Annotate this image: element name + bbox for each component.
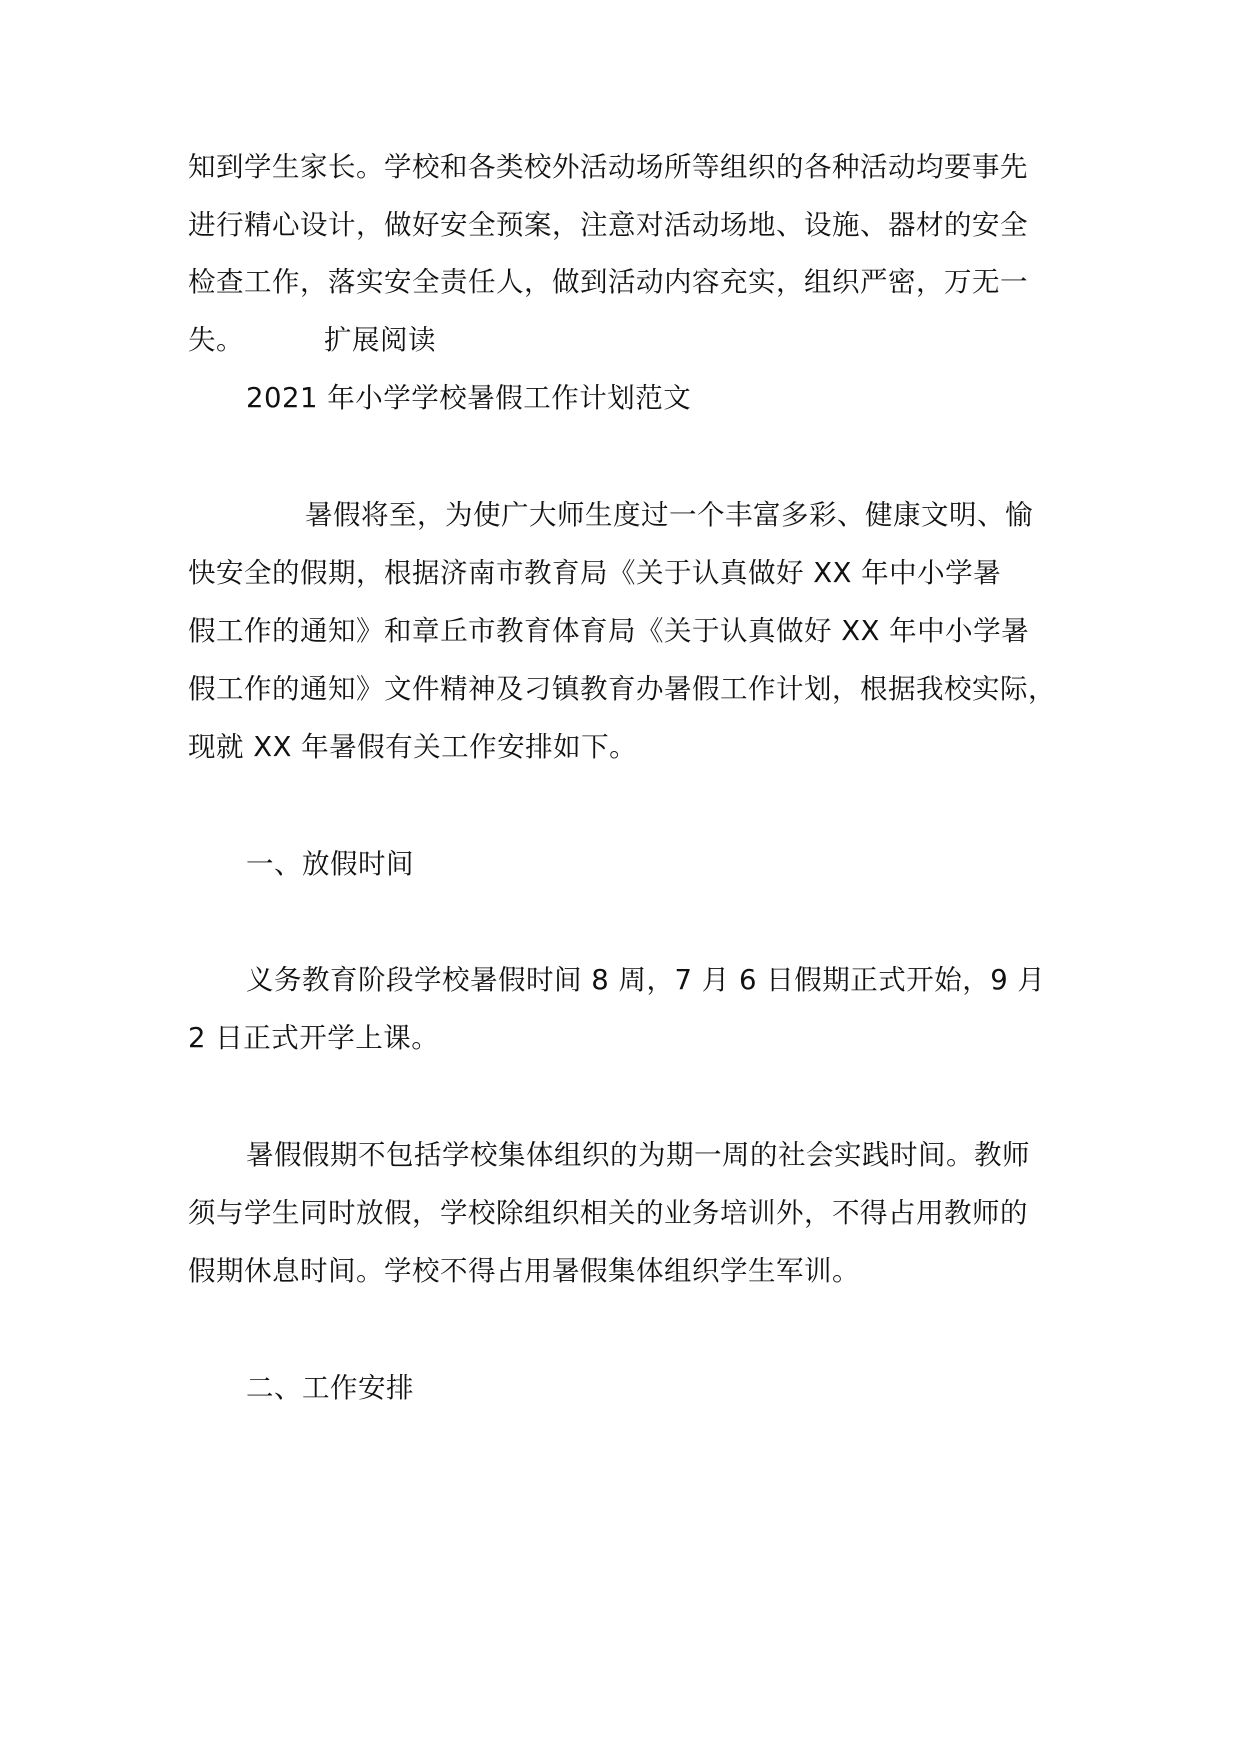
para1-line-5: 现就 XX 年暑假有关工作安排如下。 (188, 731, 638, 763)
para3-line-1: 暑假假期不包括学校集体组织的为期一周的社会实践时间。教师 (246, 1139, 1030, 1171)
para1-line-1: 暑假将至，为使广大师生度过一个丰富多彩、健康文明、愉 (305, 499, 1033, 531)
section-heading-1: 一、放假时间 (246, 848, 414, 880)
para1-line-2: 快安全的假期，根据济南市教育局《关于认真做好 XX 年中小学暑 (188, 557, 1002, 589)
intro-line-4-text: 失。 (188, 324, 244, 356)
intro-line-4 (188, 322, 1058, 358)
extended-reading-label: 扩展阅读 (324, 324, 436, 356)
para3-line-3: 假期休息时间。学校不得占用暑假集体组织学生军训。 (188, 1255, 860, 1287)
para2-line-2: 2 日正式开学上课。 (188, 1022, 440, 1054)
para3-line-2: 须与学生同时放假，学校除组织相关的业务培训外，不得占用教师的 (188, 1197, 1028, 1229)
para2-line-1: 义务教育阶段学校暑假时间 8 周，7 月 6 日假期正式开始，9 月 (246, 964, 1046, 996)
section-heading-2: 二、工作安排 (246, 1372, 414, 1404)
intro-line-1: 知到学生家长。学校和各类校外活动场所等组织的各种活动均要事先 (188, 151, 1028, 183)
para1-line-3: 假工作的通知》和章丘市教育体育局《关于认真做好 XX 年中小学暑 (188, 615, 1030, 647)
document-title: 2021 年小学学校暑假工作计划范文 (246, 382, 692, 414)
intro-line-3: 检查工作，落实安全责任人，做到活动内容充实，组织严密，万无一 (188, 266, 1028, 298)
intro-line-2: 进行精心设计，做好安全预案，注意对活动场地、设施、器材的安全 (188, 209, 1028, 241)
para1-line-4: 假工作的通知》文件精神及刁镇教育办暑假工作计划，根据我校实际， (188, 673, 1056, 705)
